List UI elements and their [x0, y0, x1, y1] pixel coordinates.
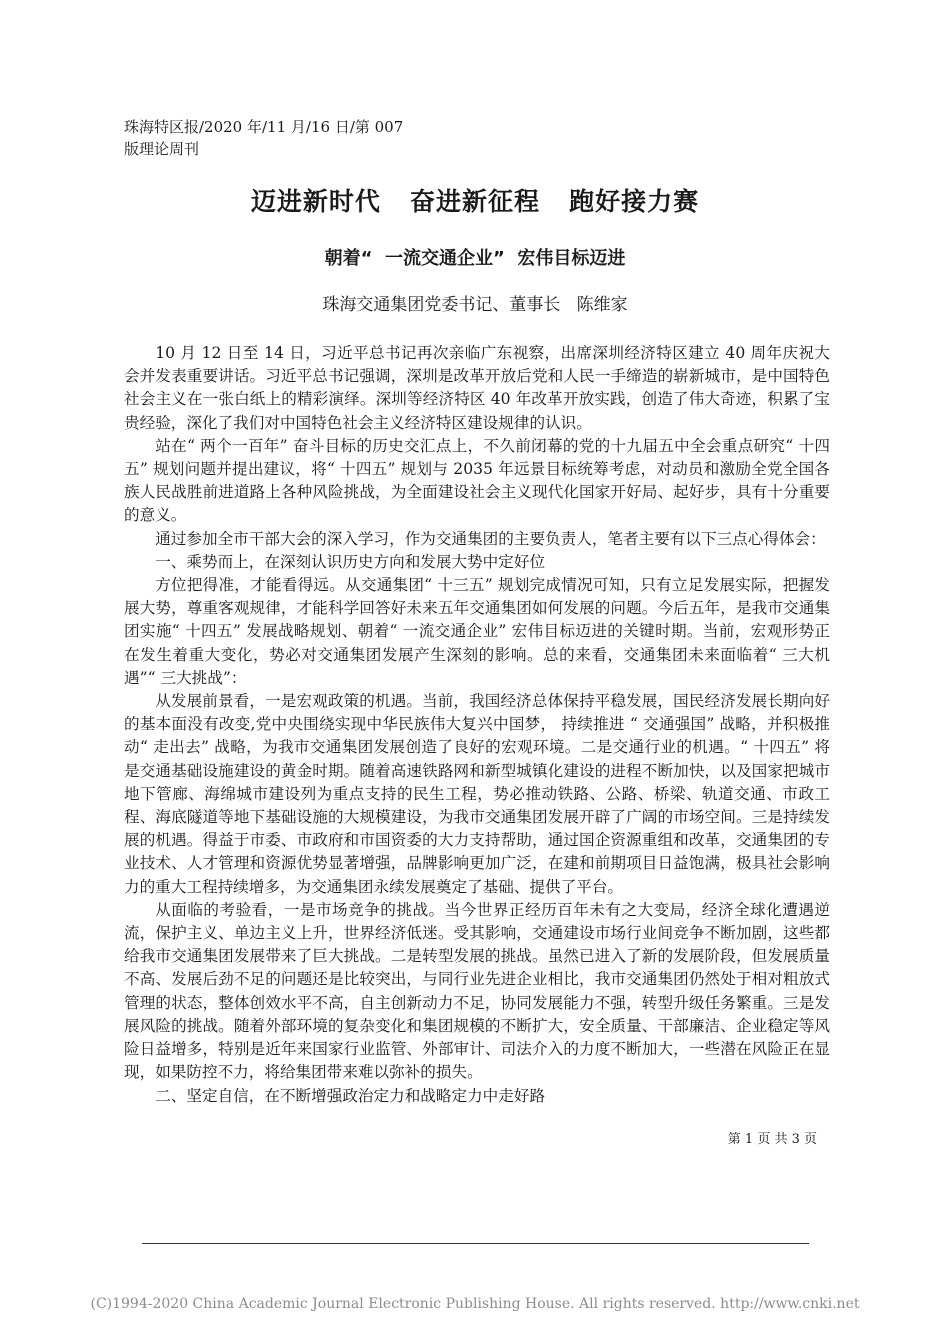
- paragraph: 从面临的考验看，一是市场竞争的挑战。当今世界正经历百年未有之大变局，经济全球化遭遇逆流，保护主义、单边主义上升，世界经济低迷。受其影响，交通建设市场行业间竞争不断加剧，这些都给我市交通集团发展带来了巨大挑战。二是转型发展的挑战。虽然已进入了新的发展阶段，但发展质量不高、发展后劲不足的问题还是比较突出，与同行业先进企业相比，我市交通集团仍然处于相对粗放式管理的状态，整体创效水平不高，自主创新动力不足，协同发展能力不强，转型升级任务繁重。三是发展风险的挑战。随着外部环境的复杂变化和集团规模的不断扩大，安全质量、干部廉洁、企业稳定等风险日益增多，特别是近年来国家行业监管、外部审计、司法介入的力度不断加大，一些潜在风险正在显现，如果防控不力，将给集团带来难以弥补的损失。: [124, 900, 830, 1082]
- footer-divider: [142, 1243, 809, 1244]
- source-line-2: 版理论周刊: [124, 140, 200, 158]
- author: 珠海交通集团党委书记、董事长 陈维家: [322, 295, 628, 315]
- subtitle: 朝着“ 一流交通企业” 宏伟目标迈进: [324, 248, 626, 269]
- paragraph: 方位把得准，才能看得远。从交通集团“ 十三五” 规划完成情况可知，只有立足发展实际，把握发展大势，尊重客观规律，才能科学回答好未来五年交通集团如何发展的问题。今后五年，是我市交通集团实施“ 十四五” 发展战略规划、朝着“ 一流交通企业” 宏伟目标迈进的关键时期。当前，宏观形势正在发生着重大变化，势必对交通集团发展产生深刻的影响。总的来看，交通集团未来面临着“ 三大机遇”“ 三大挑战”：: [124, 576, 830, 687]
- source-line-1: 珠海特区报/2020 年/11 月/16 日/第 007: [124, 118, 404, 136]
- paragraph: 从发展前景看，一是宏观政策的机遇。当前，我国经济总体保持平稳发展，国民经济发展长期向好的基本面没有改变,党中央围绕实现中华民族伟大复兴中国梦， 持续推进 “ 交通强国” 战略，并积极推动“ 走出去” 战略，为我市交通集团发展创造了良好的宏观环境。二是交通行业的机遇。“ 十四五” 将是交通基础设施建设的黄金时期。随着高速铁路网和新型城镇化建设的进程不断加快，以及国家把城市地下管廊、海绵城市建设列为重点支持的民生工程，势必推动铁路、公路、桥梁、轨道交通、市政工程、海底隧道等地下基础设施的大规模建设，为我市交通集团发展开辟了广阔的市场空间。三是持续发展的机遇。得益于市委、市政府和市国资委的大力支持帮助，通过国企资源重组和改革，交通集团的专业技术、人才管理和资源优势显著增强，品牌影响更加广泛，在建和前期项目日益饱满，极具社会影响力的重大工程持续增多，为交通集团永续发展奠定了基础、提供了平台。: [124, 692, 830, 896]
- page-title: 迈进新时代 奋进新征程 跑好接力赛: [250, 187, 700, 216]
- copyright-footer: (C)1994-2020 China Academic Journal Electronic Publishing House. All rights reserved. http://www.cnki.net: [90, 1296, 860, 1312]
- paragraph: 站在“ 两个一百年” 奋斗目标的历史交汇点上，不久前闭幕的党的十九届五中全会重点研究“ 十四五” 规划问题并提出建议，将“ 十四五” 规划与 2035 年远景目标统筹考虑，对动员和激励全党全国各族人民战胜前进道路上各种风险挑战，为全面建设社会主义现代化国家开好局、起好步，具有十分重要的意义。: [124, 436, 830, 525]
- paragraph: 10 月 12 日至 14 日，习近平总书记再次亲临广东视察，出席深圳经济特区建立 40 周年庆祝大会并发表重要讲话。习近平总书记强调，深圳是改革开放后党和人民一手缔造的崭新城市，是中国特色社会主义在一张白纸上的精彩演绎。深圳等经济特区 40 年改革开放实践，创造了伟大奇迹，积累了宝贵经验，深化了我们对中国特色社会主义经济特区建设规律的认识。: [124, 344, 830, 432]
- paragraph: 通过参加全市干部大会的深入学习，作为交通集团的主要负责人，笔者主要有以下三点心得体会：: [155, 529, 826, 548]
- article-body: [124, 342, 830, 1108]
- source-line: [124, 116, 424, 160]
- section-heading: 一、乘势而上，在深刻认识历史方向和发展大势中定好位: [155, 552, 546, 571]
- page-number: 第 1 页 共 3 页: [727, 1132, 817, 1147]
- section-heading: 二、坚定自信，在不断增强政治定力和战略定力中走好路: [155, 1086, 546, 1105]
